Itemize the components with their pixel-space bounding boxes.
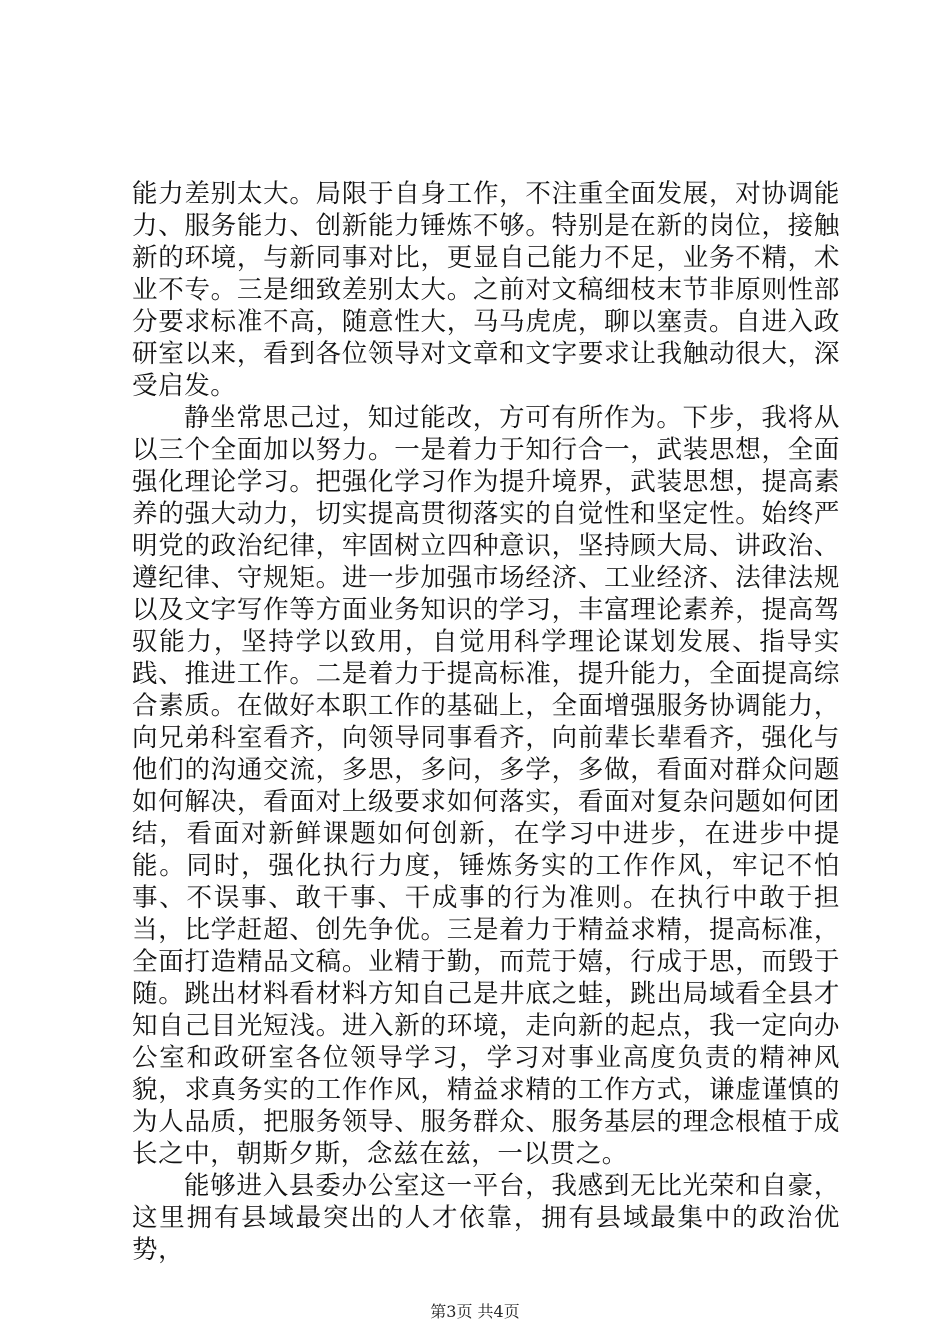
paragraph-3: 能够进入县委办公室这一平台，我感到无比光荣和自豪，这里拥有县域最突出的人才依靠，拥有县域最集中的政治优势，	[132, 1171, 840, 1265]
document-body	[132, 178, 840, 1266]
page-number-footer: 第3页 共4页	[430, 1302, 520, 1321]
paragraph-2: 静坐常思己过，知过能改，方可有所作为。下步，我将从以三个全面加以努力。一是着力于知行合一，武装思想，全面强化理论学习。把强化学习作为提升境界，武装思想，提高素养的强大动力，切实提高贯彻落实的自觉性和坚定性。始终严明党的政治纪律，牢固树立四种意识，坚持顾大局、讲政治、遵纪律、守规矩。进一步加强市场经济、工业经济、法律法规以及文字写作等方面业务知识的学习，丰富理论素养，提高驾驭能力，坚持学以致用，自觉用科学理论谋划发展、指导实践、推进工作。二是着力于提高标准，提升能力，全面提高综合素质。在做好本职工作的基础上，全面增强服务协调能力，向兄弟科室看齐，向领导同事看齐，向前辈长辈看齐，强化与他们的沟通交流，多思，多问，多学，多做，看面对群众问题如何解决，看面对上级要求如何落实，看面对复杂问题如何团结，看面对新鲜课题如何创新，在学习中进步，在进步中提能。同时，强化执行力度，锤炼务实的工作作风，牢记不怕事、不误事、敢干事、干成事的行为准则。在执行中敢于担当，比学赶超、创先争优。三是着力于精益求精，提高标准，全面打造精品文稿。业精于勤，而荒于嬉，行成于思，而毁于随。跳出材料看材料方知自己是井底之蛙，跳出局域看全县才知自己目光短浅。进入新的环境，走向新的起点，我一定向办公室和政研室各位领导学习，学习对事业高度负责的精神风貌，求真务实的工作作风，精益求精的工作方式，谦虚谨慎的为人品质，把服务领导、服务群众、服务基层的理念根植于成长之中，朝斯夕斯，念兹在兹，一以贯之。	[132, 403, 840, 1169]
paragraph-1: 能力差别太大。局限于自身工作，不注重全面发展，对协调能力、服务能力、创新能力锤炼不够。特别是在新的岗位，接触新的环境，与新同事对比，更显自己能力不足，业务不精，术业不专。三是细致差别太大。之前对文稿细枝末节非原则性部分要求标准不高，随意性大，马马虎虎，聊以塞责。自进入政研室以来，看到各位领导对文章和文字要求让我触动很大，深受启发。	[132, 179, 840, 401]
